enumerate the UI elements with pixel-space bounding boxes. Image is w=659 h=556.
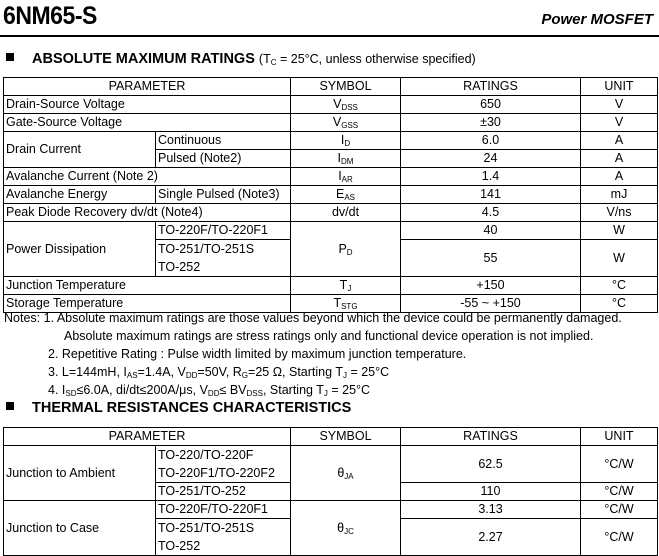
condition-cell: Single Pulsed (Note3)	[156, 186, 291, 204]
unit-cell: °C	[581, 277, 658, 295]
heading-text: ABSOLUTE MAXIMUM RATINGS	[32, 51, 255, 67]
rating-cell: +150	[401, 277, 581, 295]
col-header: UNIT	[581, 428, 658, 446]
param-cell: Avalanche Current (Note 2)	[4, 168, 291, 186]
rating-cell: ±30	[401, 114, 581, 132]
note-2: 2. Repetitive Rating : Pulse width limited by maximum junction temperature.	[48, 347, 467, 361]
condition-cell: TO-251/TO-251S TO-252	[156, 519, 291, 556]
col-header: PARAMETER	[4, 78, 291, 96]
col-header: UNIT	[581, 78, 658, 96]
param-cell: Junction to Case	[4, 501, 156, 556]
symbol-cell: $I_{AR}$	[291, 168, 401, 186]
unit-cell: °C/W	[581, 519, 658, 556]
notes-block	[4, 309, 656, 399]
unit-cell: mJ	[581, 186, 658, 204]
unit-cell: °C/W	[581, 446, 658, 483]
col-header: SYMBOL	[291, 428, 401, 446]
param-cell: Junction to Ambient	[4, 446, 156, 501]
symbol-cell: $V_{DSS}$	[291, 96, 401, 114]
bullet-square-icon	[6, 402, 14, 410]
condition-cell: TO-220/TO-220F TO-220F1/TO-220F2	[156, 446, 291, 483]
rating-cell: 3.13	[401, 501, 581, 519]
param-cell: Drain Current	[4, 132, 156, 168]
col-header: RATINGS	[401, 428, 581, 446]
header-divider	[0, 35, 659, 37]
section-heading-amr	[6, 51, 476, 67]
condition-cell: TO-220F/TO-220F1	[156, 501, 291, 519]
rating-cell: 110	[401, 483, 581, 501]
note-1-cont: Absolute maximum ratings are stress ratings only and functional device operation is not implied.	[64, 329, 594, 343]
rating-cell: 4.5	[401, 204, 581, 222]
condition-cell: Pulsed (Note2)	[156, 150, 291, 168]
symbol-cell: $V_{GSS}$	[291, 114, 401, 132]
rating-cell: -55 ~ +150	[401, 295, 581, 313]
symbol-cell: $I_D$	[291, 132, 401, 150]
col-header: RATINGS	[401, 78, 581, 96]
rating-cell: 650	[401, 96, 581, 114]
unit-cell: W	[581, 240, 658, 277]
unit-cell: A	[581, 168, 658, 186]
col-header: PARAMETER	[4, 428, 291, 446]
symbol-cell: $E_{AS}$	[291, 186, 401, 204]
condition-cell: Continuous	[156, 132, 291, 150]
param-cell: Power Dissipation	[4, 222, 156, 277]
param-cell: Avalanche Energy	[4, 186, 156, 204]
symbol-cell: $T_J$	[291, 277, 401, 295]
symbol-cell: $T_{STG}$	[291, 295, 401, 313]
rating-cell: 6.0	[401, 132, 581, 150]
section-heading-thermal	[6, 400, 351, 416]
table-row	[4, 446, 658, 483]
bullet-square-icon	[6, 53, 14, 61]
rating-cell: 1.4	[401, 168, 581, 186]
thermal-resistance-table	[3, 427, 658, 556]
rating-cell: 62.5	[401, 446, 581, 483]
param-cell: Gate-Source Voltage	[4, 114, 291, 132]
param-cell: Junction Temperature	[4, 277, 291, 295]
note-4: 4. $I_{SD}\le 6.0A$, di/dt≤200A/μs, $V_{DD}\le BV_{DSS}$, Starting $T_J = 25^\circ C$	[48, 383, 371, 398]
param-cell: Storage Temperature	[4, 295, 291, 313]
part-number-title: 6NM65-S	[3, 2, 97, 30]
unit-cell: °C	[581, 295, 658, 313]
rating-cell: 2.27	[401, 519, 581, 556]
rating-cell: 141	[401, 186, 581, 204]
param-cell: Drain-Source Voltage	[4, 96, 291, 114]
symbol-cell: $I_{DM}$	[291, 150, 401, 168]
symbol-cell: $P_D$	[291, 222, 401, 277]
symbol-cell: $\theta_{JC}$	[291, 501, 401, 556]
table-row	[4, 132, 658, 150]
heading-condition: ($T_C = 25^\circ C$, unless otherwise specified)	[258, 52, 476, 67]
rating-cell: 40	[401, 222, 581, 240]
unit-cell: A	[581, 150, 658, 168]
unit-cell: °C/W	[581, 483, 658, 501]
note-1: Notes: 1. Absolute maximum ratings are those values beyond which the device could be permanently damaged.	[4, 311, 622, 325]
col-header: SYMBOL	[291, 78, 401, 96]
param-cell: Peak Diode Recovery dv/dt (Note4)	[4, 204, 291, 222]
condition-cell: TO-251/TO-252	[156, 483, 291, 501]
device-type-label: Power MOSFET	[541, 11, 653, 28]
unit-cell: A	[581, 132, 658, 150]
table-header-row	[4, 428, 658, 446]
table-row	[4, 501, 658, 519]
note-3: 3. L=144mH, $I_{AS}=1.4A$, $V_{DD}=50V$, $R_G=25$ Ω, Starting $T_J = 25^\circ C$	[48, 365, 390, 380]
unit-cell: V/ns	[581, 204, 658, 222]
unit-cell: °C/W	[581, 501, 658, 519]
rating-cell: 24	[401, 150, 581, 168]
table-row	[4, 277, 658, 295]
table-row	[4, 168, 658, 186]
absolute-maximum-ratings-table	[3, 77, 658, 313]
unit-cell: W	[581, 222, 658, 240]
table-row	[4, 204, 658, 222]
heading-text: THERMAL RESISTANCES CHARACTERISTICS	[32, 400, 352, 416]
table-header-row	[4, 78, 658, 96]
symbol-cell: $\theta_{JA}$	[291, 446, 401, 501]
table-row	[4, 96, 658, 114]
rating-cell: 55	[401, 240, 581, 277]
unit-cell: V	[581, 114, 658, 132]
table-row	[4, 222, 658, 240]
table-row	[4, 186, 658, 204]
condition-cell: TO-220F/TO-220F1	[156, 222, 291, 240]
symbol-cell: dv/dt	[291, 204, 401, 222]
table-row	[4, 114, 658, 132]
condition-cell: TO-251/TO-251S TO-252	[156, 240, 291, 277]
unit-cell: V	[581, 96, 658, 114]
